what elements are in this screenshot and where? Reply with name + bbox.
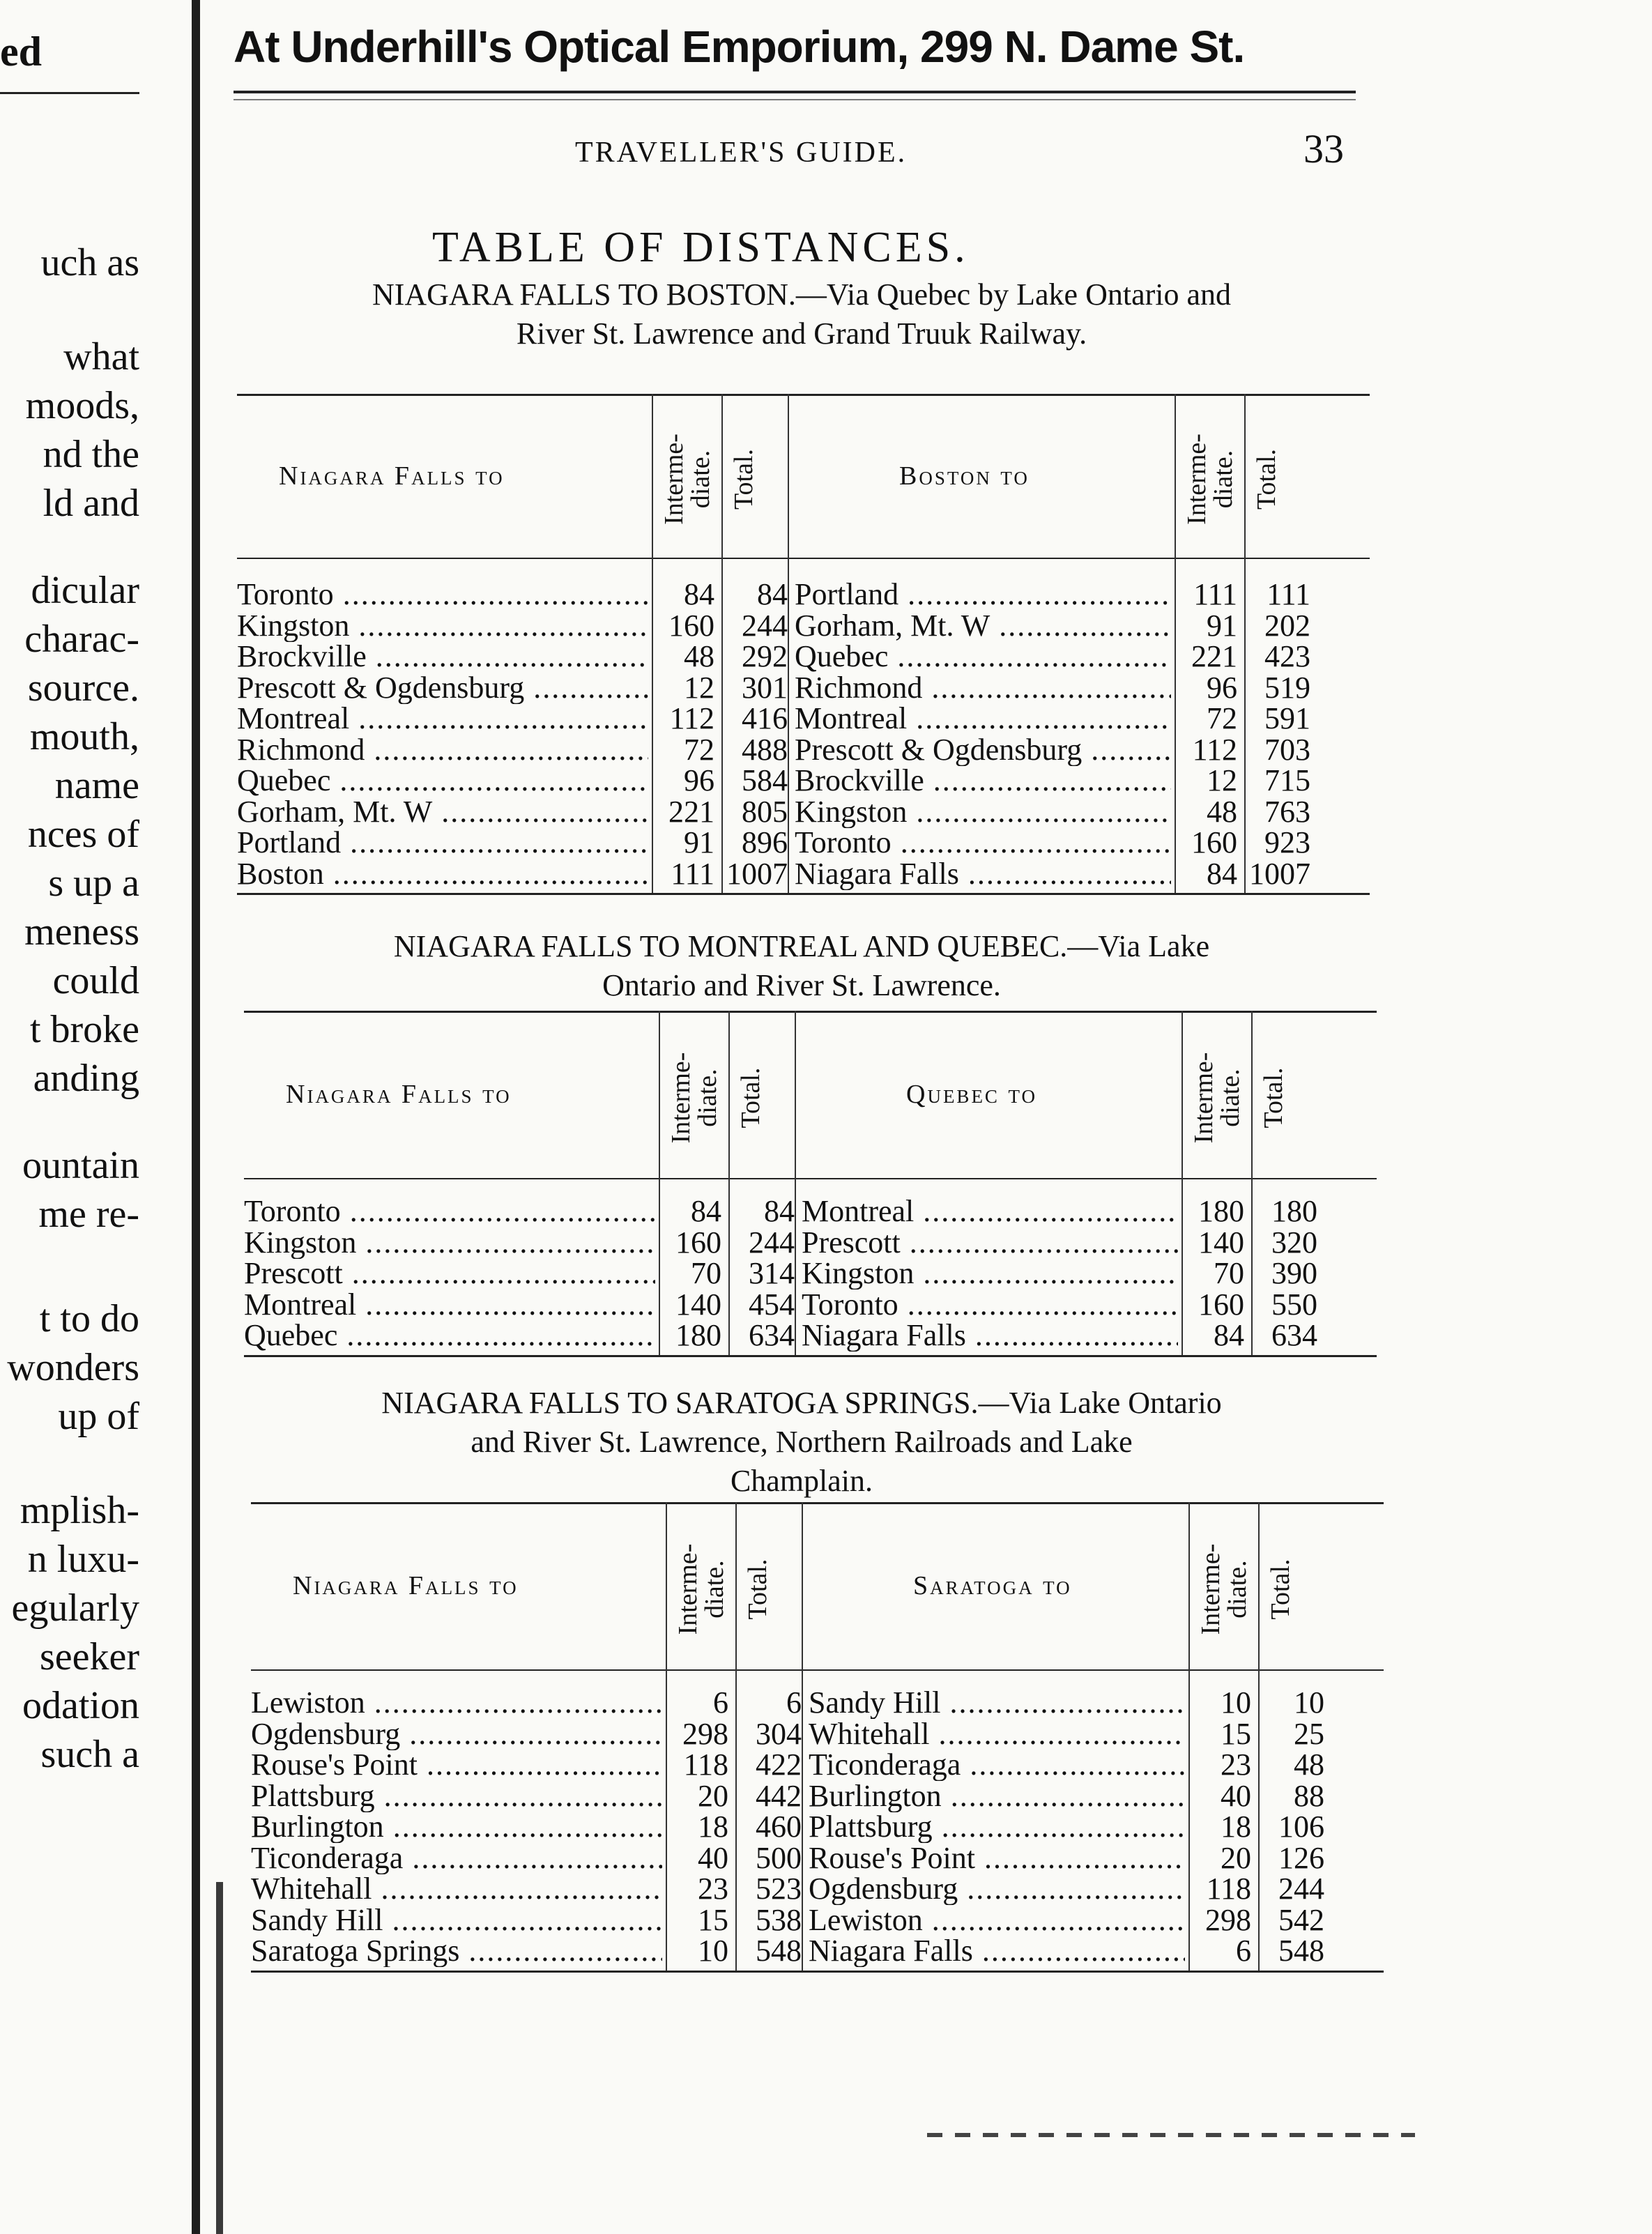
intermediate-header: Interme- diate. [666,1052,722,1144]
left-text-line: wonders [7,1346,139,1389]
table-column-rule [1175,394,1176,893]
table-row-place: Brockville ..... [795,765,1171,797]
table-row-intermediate: 84 [1207,856,1237,891]
table-row-intermediate: 18 [1221,1810,1251,1844]
table-row-place: Portland ..... [237,827,648,859]
table-row-place: Prescott ..... [244,1257,655,1290]
table-row-total: 584 [742,763,788,797]
table-row-total: 548 [1278,1934,1324,1968]
table-row-intermediate: 6 [713,1685,728,1720]
table-row-total: 488 [742,732,788,767]
table-bottom-rule [251,1971,1384,1973]
table-row-total: 703 [1264,732,1310,767]
table-header-rule [237,558,1370,559]
left-page-fragment [0,0,188,2234]
table-row-total: 48 [1294,1747,1324,1782]
table-row-place: Niagara Falls ..... [795,858,1171,890]
table-row-place: Whitehall ..... [809,1718,1185,1750]
table-row-total: 390 [1271,1256,1317,1290]
table-row-intermediate: 112 [1192,732,1237,767]
table-column-rule [795,1011,796,1355]
table-row-place: Rouse's Point ..... [251,1749,662,1781]
table-row-total: 301 [742,670,788,705]
table-row-total: 422 [756,1747,802,1782]
table-row-intermediate: 40 [698,1840,728,1875]
intermediate-header: Interme- diate. [1189,1052,1245,1144]
right-column-header: Quebec to [906,1080,1037,1109]
table-row-total: 634 [749,1318,795,1352]
left-text-line: name [54,764,139,807]
left-text-line: such a [40,1733,139,1776]
intermediate-header: Interme- diate. [673,1543,729,1635]
table-row-intermediate: 20 [698,1778,728,1813]
table-row-total: 320 [1271,1225,1317,1260]
table-row-total: 538 [756,1902,802,1937]
table-row-total: 106 [1278,1810,1324,1844]
table-row-total: 550 [1271,1287,1317,1322]
table-row-intermediate: 160 [675,1225,721,1260]
table-row-intermediate: 140 [675,1287,721,1322]
table-row-place: Toronto ..... [795,827,1171,859]
intermediate-header: Interme- diate. [1196,1543,1252,1635]
banner-rule [234,91,1356,93]
table-row-place: Toronto ..... [802,1289,1178,1321]
table-row-place: Gorham, Mt. W ..... [237,796,648,828]
table-row-place: Saratoga Springs ..... [251,1935,662,1967]
table-row-place: Portland ..... [795,579,1171,611]
left-text-line: s up a [48,862,139,905]
left-text-line: dicular [31,569,139,612]
total-header: Total. [743,1559,772,1620]
table-row-intermediate: 12 [1207,763,1237,797]
total-header: Total. [1259,1067,1288,1129]
table-row-total: 314 [749,1256,795,1290]
table-row-place: Kingston ..... [802,1257,1178,1290]
table-bottom-rule [237,893,1370,895]
left-text-line: anding [33,1057,139,1100]
left-text-line: ountain [22,1144,139,1187]
table-row-total: 715 [1264,763,1310,797]
left-text-line: ld and [43,482,139,525]
table-row-place: Montreal ..... [244,1289,655,1321]
table-row-intermediate: 12 [684,670,714,705]
table-header-rule [251,1669,1384,1671]
table-row-intermediate: 160 [1191,825,1237,859]
table-row-intermediate: 112 [669,701,714,735]
table-row-total: 25 [1294,1716,1324,1751]
table-row-place: Montreal ..... [237,703,648,735]
table-row-place: Brockville ..... [237,641,648,673]
table-row-intermediate: 48 [1207,794,1237,829]
total-header: Total. [729,448,758,510]
table-row-place: Gorham, Mt. W ..... [795,610,1171,642]
left-text-line: t to do [39,1297,139,1340]
table-row-intermediate: 23 [1221,1747,1251,1782]
table-column-rule [721,394,723,893]
table-row-intermediate: 221 [668,794,714,829]
table-row-total: 244 [749,1225,795,1260]
table-column-rule [1188,1502,1190,1971]
left-column-header: Niagara Falls to [279,461,505,491]
table-row-place: Burlington ..... [251,1811,662,1843]
section-title-boston [230,275,1373,353]
left-text-line: nces of [27,813,139,856]
table-row-place: Quebec ..... [244,1319,655,1352]
table-row-place: Prescott ..... [802,1227,1178,1259]
table-row-place: Ticonderaga ..... [251,1842,662,1874]
guide-page [230,0,1652,2234]
table-row-intermediate: 70 [691,1256,721,1290]
section-title-saratoga [230,1384,1373,1501]
left-text-line: mplish- [20,1489,139,1532]
table-row-intermediate: 180 [675,1318,721,1352]
table-column-rule [1181,1011,1183,1355]
table-row-total: 1007 [1249,856,1310,891]
table-row-total: 6 [786,1685,802,1720]
table-row-place: Richmond ..... [237,734,648,766]
total-header: Total. [736,1067,765,1129]
table-row-place: Ogdensburg ..... [809,1873,1185,1905]
section-title-line: NIAGARA FALLS TO MONTREAL AND QUEBEC.—Via Lake [393,929,1210,963]
table-row-place: Whitehall ..... [251,1873,662,1905]
table-row-place: Prescott & Ogdensburg ..... [237,672,648,704]
left-text-line: n luxu- [27,1538,139,1581]
table-row-total: 423 [1264,639,1310,673]
left-page-header: ed [0,29,42,75]
table-row-total: 180 [1271,1194,1317,1228]
table-row-intermediate: 96 [1207,670,1237,705]
section-title-line: River St. Lawrence and Grand Truuk Railway. [516,316,1087,351]
table-row-total: 519 [1264,670,1310,705]
running-head: TRAVELLER'S GUIDE. [575,137,908,169]
table-row-intermediate: 111 [1193,577,1237,611]
table-row-intermediate: 10 [698,1934,728,1968]
table-row-total: 763 [1264,794,1310,829]
table-row-intermediate: 84 [1214,1318,1244,1352]
advertisement-banner: At Underhill's Optical Emporium, 299 N. Dame St. [234,22,1245,72]
table-column-rule [666,1502,667,1971]
page-gutter-shadow [216,1882,223,2234]
table-row-total: 126 [1278,1840,1324,1875]
left-text-line: seeker [39,1635,139,1678]
total-header: Total. [1252,448,1281,510]
table-column-rule [728,1011,730,1355]
table-row-place: Montreal ..... [802,1195,1178,1227]
table-column-rule [1251,1011,1253,1355]
table-column-rule [1244,394,1246,893]
table-row-total: 896 [742,825,788,859]
table-row-intermediate: 118 [1206,1872,1251,1906]
table-row-intermediate: 91 [1207,608,1237,643]
table-row-place: Sandy Hill ..... [809,1687,1185,1719]
table-row-intermediate: 15 [1221,1716,1251,1751]
table-row-total: 542 [1278,1902,1324,1937]
table-row-total: 1007 [726,856,788,891]
table-bottom-rule [244,1355,1377,1357]
section-title-montreal-quebec [230,927,1373,1005]
table-row-intermediate: 18 [698,1810,728,1844]
table-row-place: Kingston ..... [795,796,1171,828]
table-row-total: 292 [742,639,788,673]
table-row-total: 805 [742,794,788,829]
table-row-intermediate: 160 [1198,1287,1244,1322]
table-row-intermediate: 72 [1207,701,1237,735]
table-row-place: Boston ..... [237,858,648,890]
table-row-total: 442 [756,1778,802,1813]
table-row-place: Richmond ..... [795,672,1171,704]
intermediate-header: Interme- diate. [659,434,715,525]
table-row-place: Burlington ..... [809,1780,1185,1812]
table-column-rule [788,394,789,893]
table-row-place: Niagara Falls ..... [809,1935,1185,1967]
table-row-intermediate: 91 [684,825,714,859]
page-title: TABLE OF DISTANCES. [432,224,970,271]
left-text-line: up of [58,1395,139,1438]
page-number: 33 [1303,126,1344,171]
table-row-total: 460 [756,1810,802,1844]
table-row-total: 591 [1264,701,1310,735]
table-row-intermediate: 15 [698,1902,728,1937]
section-title-line: NIAGARA FALLS TO BOSTON.—Via Quebec by Lake Ontario and [372,277,1232,312]
table-row-intermediate: 72 [684,732,714,767]
footer-smudge [927,2133,1415,2137]
table-row-total: 202 [1264,608,1310,643]
table-row-total: 10 [1294,1685,1324,1720]
table-row-place: Lewiston ..... [251,1687,662,1719]
table-row-total: 84 [757,577,788,611]
table-row-total: 523 [756,1872,802,1906]
left-text-line: could [52,959,139,1002]
table-row-intermediate: 10 [1221,1685,1251,1720]
table-row-intermediate: 70 [1214,1256,1244,1290]
table-row-place: Kingston ..... [244,1227,655,1259]
table-row-total: 548 [756,1934,802,1968]
table-row-place: Quebec ..... [795,641,1171,673]
table-row-intermediate: 160 [668,608,714,643]
table-row-place: Montreal ..... [795,703,1171,735]
table-column-rule [735,1502,737,1971]
table-row-total: 244 [742,608,788,643]
table-row-intermediate: 20 [1221,1840,1251,1875]
table-row-place: Ticonderaga ..... [809,1749,1185,1781]
table-row-intermediate: 96 [684,763,714,797]
table-top-rule [251,1502,1384,1504]
table-row-intermediate: 140 [1198,1225,1244,1260]
left-text-line: what [63,335,139,378]
table-row-total: 304 [756,1716,802,1751]
left-text-line: moods, [25,384,139,427]
table-row-place: Ogdensburg ..... [251,1718,662,1750]
left-text-line: charac- [24,618,139,661]
total-header: Total. [1266,1559,1295,1620]
table-row-place: Plattsburg ..... [809,1811,1185,1843]
left-text-line: egularly [11,1586,139,1630]
table-row-total: 416 [742,701,788,735]
table-row-intermediate: 40 [1221,1778,1251,1813]
table-row-place: Niagara Falls ..... [802,1319,1178,1352]
table-row-place: Rouse's Point ..... [809,1842,1185,1874]
intermediate-header: Interme- diate. [1182,434,1238,525]
left-text-line: me re- [38,1193,139,1236]
table-row-intermediate: 23 [698,1872,728,1906]
table-row-intermediate: 84 [684,577,714,611]
table-row-intermediate: 118 [683,1747,728,1782]
table-column-rule [659,1011,660,1355]
table-row-total: 244 [1278,1872,1324,1906]
left-text-line: meness [24,910,139,954]
left-text-line: mouth, [29,715,139,758]
table-top-rule [244,1011,1377,1013]
section-title-line: Champlain. [730,1464,873,1498]
left-column-header: Niagara Falls to [286,1080,512,1109]
table-row-place: Sandy Hill ..... [251,1904,662,1936]
table-row-intermediate: 6 [1236,1934,1251,1968]
left-header-rule [0,92,139,94]
table-row-intermediate: 84 [691,1194,721,1228]
table-row-place: Prescott & Ogdensburg ..... [795,734,1171,766]
table-row-total: 88 [1294,1778,1324,1813]
left-column-header: Niagara Falls to [293,1571,519,1600]
table-row-place: Toronto ..... [244,1195,655,1227]
section-title-line: NIAGARA FALLS TO SARATOGA SPRINGS.—Via Lake Ontario [381,1386,1222,1420]
table-row-intermediate: 48 [684,639,714,673]
left-text-line: source. [27,666,139,710]
right-column-header: Saratoga to [913,1571,1072,1600]
left-text-line: nd the [43,433,139,476]
table-top-rule [237,394,1370,396]
table-row-total: 500 [756,1840,802,1875]
table-row-total: 454 [749,1287,795,1322]
table-row-total: 634 [1271,1318,1317,1352]
table-column-rule [652,394,653,893]
distance-table-saratoga [251,1502,1384,1983]
table-row-intermediate: 111 [671,856,714,891]
table-row-intermediate: 180 [1198,1194,1244,1228]
table-row-place: Kingston ..... [237,610,648,642]
table-row-place: Lewiston ..... [809,1904,1185,1936]
table-row-place: Toronto ..... [237,579,648,611]
table-row-intermediate: 298 [1205,1902,1251,1937]
right-column-header: Boston to [899,461,1030,491]
table-row-place: Plattsburg ..... [251,1780,662,1812]
table-column-rule [1258,1502,1260,1971]
table-row-place: Quebec ..... [237,765,648,797]
banner-rule-thin [234,99,1356,100]
left-text-line: odation [22,1684,139,1727]
table-row-total: 111 [1267,577,1310,611]
distance-table-boston [237,394,1370,896]
table-row-intermediate: 298 [682,1716,728,1751]
section-title-line: Ontario and River St. Lawrence. [602,968,1001,1002]
table-column-rule [802,1502,803,1971]
distance-table-montreal-quebec [244,1011,1377,1352]
left-text-line: uch as [40,241,139,284]
section-title-line: and River St. Lawrence, Northern Railroads and Lake [471,1425,1133,1459]
left-text-line: t broke [29,1008,139,1051]
table-row-total: 923 [1264,825,1310,859]
table-row-intermediate: 221 [1191,639,1237,673]
table-header-rule [244,1178,1377,1179]
table-row-total: 84 [764,1194,795,1228]
page-gutter [192,0,200,2234]
